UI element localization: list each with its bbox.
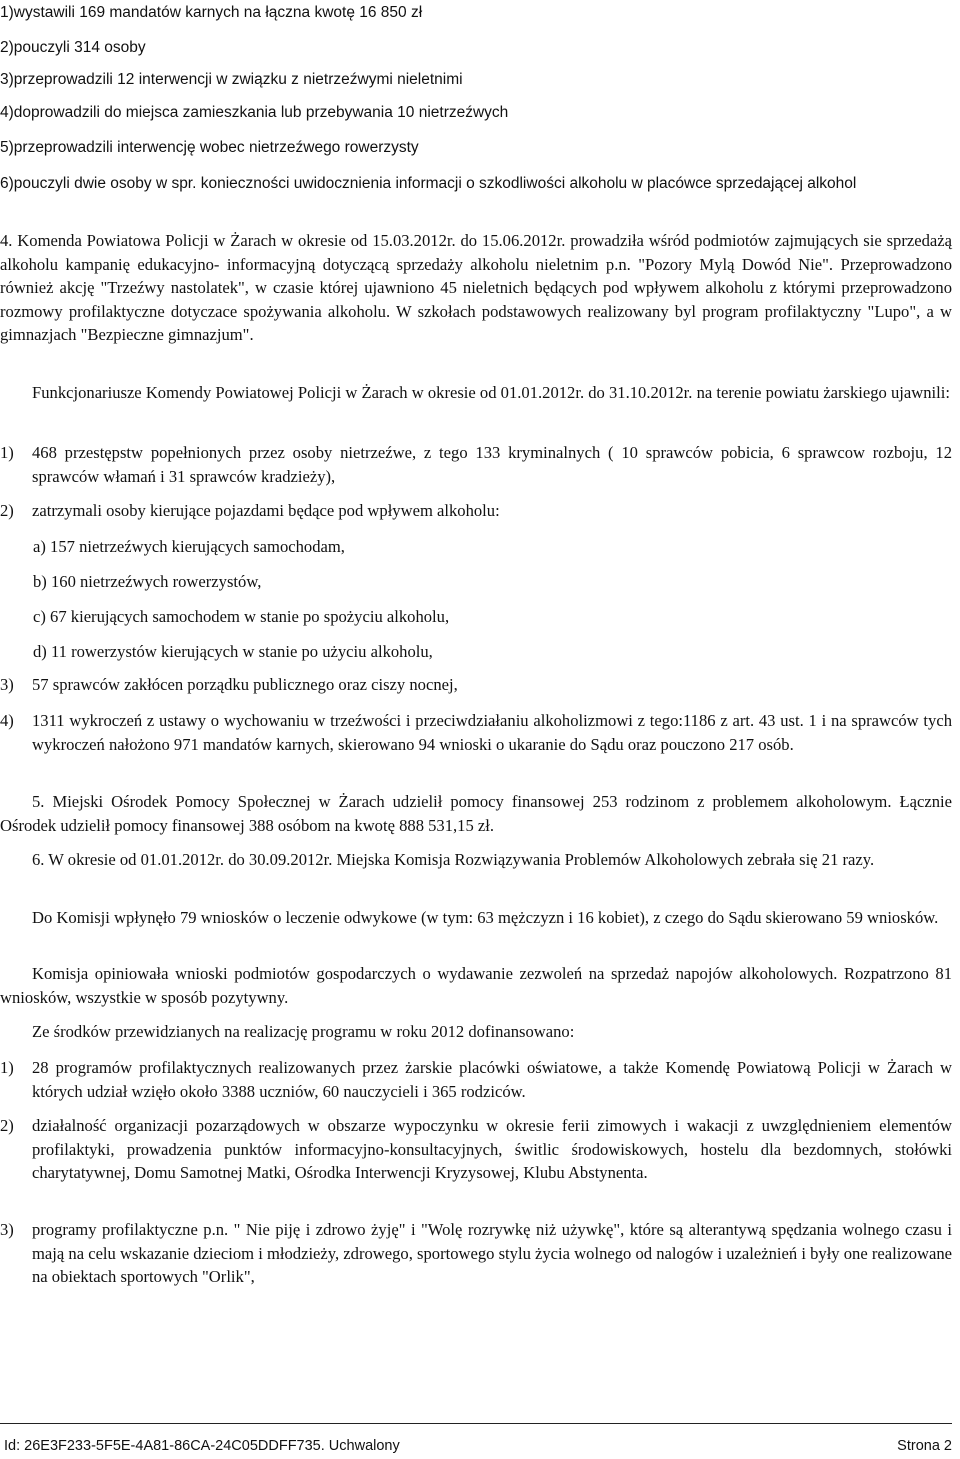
list-text: 1311 wykroczeń z ustawy o wychowaniu w trzeźwości i przeciwdziałaniu alkoholizmowi z tego:1186 z art. 43 ust. 1 i na sprawców tych wykroczeń nałożono 971 mandatów karnych, skierowano 94 wnioski o ukaranie do Sądu oraz pouczono 217 osób. (32, 711, 952, 754)
funds-list-item-2 (0, 1114, 952, 1185)
police-intro-paragraph: Funkcjonariusze Komendy Powiatowej Policji w Żarach w okresie od 01.01.2012r. do 31.10.2012r. na terenie powiatu żarskiego ujawnili: (32, 383, 950, 402)
top-list-item-3: 3)przeprowadzili 12 interwencji w związku z nietrzeźwymi nieletnimi (0, 71, 463, 88)
police-list-item-4 (0, 709, 952, 756)
police-list-item-2 (0, 499, 952, 523)
komisja-paragraph-1: Do Komisji wpłynęło 79 wniosków o leczenie odwykowe (w tym: 63 mężczyzn i 16 kobiet), z czego do Sądu skierowano 59 wniosków. (32, 908, 939, 927)
list-number: 1) (0, 1058, 14, 1077)
funds-intro-paragraph: Ze środków przewidzianych na realizację programu w roku 2012 dofinansowano: (32, 1022, 575, 1041)
section-6-paragraph: 6. W okresie od 01.01.2012r. do 30.09.2012r. Miejska Komisja Rozwiązywania Problemów Alkoholowych zebrała się 21 razy. (32, 850, 875, 869)
footer-divider (0, 1423, 952, 1424)
sub-item-c: c) 67 kierujących samochodem w stanie po spożyciu alkoholu, (33, 607, 450, 626)
top-list-item-1: 1)wystawili 169 mandatów karnych na łączna kwotę 16 850 zł (0, 4, 423, 21)
list-text: 468 przestępstw popełnionych przez osoby nietrzeźwe, z tego 133 kryminalnych ( 10 sprawców pobicia, 6 sprawcow rozboju, 12 sprawców włamań i 31 sprawców kradzieży), (32, 443, 952, 486)
list-text: 57 sprawców zakłócen porządku publicznego oraz ciszy nocnej, (32, 675, 458, 694)
list-number: 4) (0, 711, 14, 730)
top-list-item-2: 2)pouczyli 314 osoby (0, 39, 146, 56)
sub-item-b: b) 160 nietrzeźwych rowerzystów, (33, 572, 262, 591)
list-number: 3) (0, 675, 14, 694)
page-number: Strona 2 (897, 1438, 952, 1454)
list-text: programy profilaktyczne p.n. " Nie piję i zdrowo żyję" i "Wolę rozrywkę niż używkę", które są alterantywą spędzania wolnego czasu i mają na celu wskazanie dzieciom i młodzieży, zdrowego, sportowego stylu życia wolnego od nalogów i uzależnień i były one realizowane na obiektach sportowych "Orlik", (32, 1220, 953, 1286)
komisja-paragraph-2: Komisja opiniowała wnioski podmiotów gospodarczych o wydawanie zezwoleń na sprzedaż napojów alkoholowych. Rozpatrzono 81 wniosków, wszystkie w sposób pozytywny. (0, 964, 952, 1007)
list-number: 3) (0, 1220, 14, 1239)
police-list-item-1 (0, 441, 952, 488)
list-text: działalność organizacji pozarządowych w obszarze wypoczynku w okresie ferii zimowych i wakacji z uwzględnieniem elementów profilaktyki, prowadzenia punktów informacyjno-konsultacyjnych, świtlic środowiskowych, hostelu dla bezdomnych, stołówki charytatywnej, Domu Samotnej Matki, Ośrodka Interwencji Kryzysowej, Klubu Abstynenta. (32, 1116, 952, 1182)
funds-list-item-3 (0, 1218, 952, 1289)
list-text: 28 programów profilaktycznych realizowanych przez żarskie placówki oświatowe, a także Komendę Powiatową Policji w Żarach w których udział wzięło około 3388 uczniów, 60 nauczycieli i 365 rodziców. (32, 1058, 952, 1101)
top-list-item-5: 5)przeprowadzili interwencję wobec nietrzeźwego rowerzysty (0, 139, 419, 156)
section-5-paragraph: 5. Miejski Ośrodek Pomocy Społecznej w Żarach udzielił pomocy finansowej 253 rodzinom z problemem alkoholowym. Łącznie Ośrodek udzielił pomocy finansowej 388 osóbom na kwotę 888 531,15 zł. (0, 792, 952, 835)
list-number: 1) (0, 443, 14, 462)
sub-item-d: d) 11 rowerzystów kierujących w stanie po użyciu alkoholu, (33, 642, 433, 661)
top-list-item-6: 6)pouczyli dwie osoby w spr. konieczności uwidocznienia informacji o szkodliwości alkoholu w placówce sprzedającej alkohol (0, 175, 857, 192)
document-id-footer: Id: 26E3F233-5F5E-4A81-86CA-24C05DDFF735. Uchwalony (4, 1438, 400, 1454)
police-list-item-3 (0, 673, 952, 697)
section-4-paragraph: 4. Komenda Powiatowa Policji w Żarach w okresie od 15.03.2012r. do 15.06.2012r. prowadziła wśród podmiotów zajmujących sie sprzedażą alkoholu kampanię edukacyjno- informacyjną dotyczącą sprzedaży alkoholu nieletnim p.n. "Pozory Mylą Dowód Nie". Przeprowadzono również akcję "Trzeźwy nastolatek", w czasie której ujawniono 45 nieletnich będących pod wpływem alkoholu z którymi przeprowadzono rozmowy profilaktyczne dotyczace spożywania alkoholu. W szkołach podstawowych realizowany byl program profilaktyczny "Lupo", a w gimnazjach "Bezpieczne gimnazjum". (0, 231, 952, 344)
list-number: 2) (0, 501, 14, 520)
top-list-item-4: 4)doprowadzili do miejsca zamieszkania lub przebywania 10 nietrzeźwych (0, 104, 509, 121)
sub-item-a: a) 157 nietrzeźwych kierujących samochodam, (33, 537, 345, 556)
list-number: 2) (0, 1116, 14, 1135)
list-text: zatrzymali osoby kierujące pojazdami będące pod wpływem alkoholu: (32, 501, 500, 520)
funds-list-item-1 (0, 1056, 952, 1103)
